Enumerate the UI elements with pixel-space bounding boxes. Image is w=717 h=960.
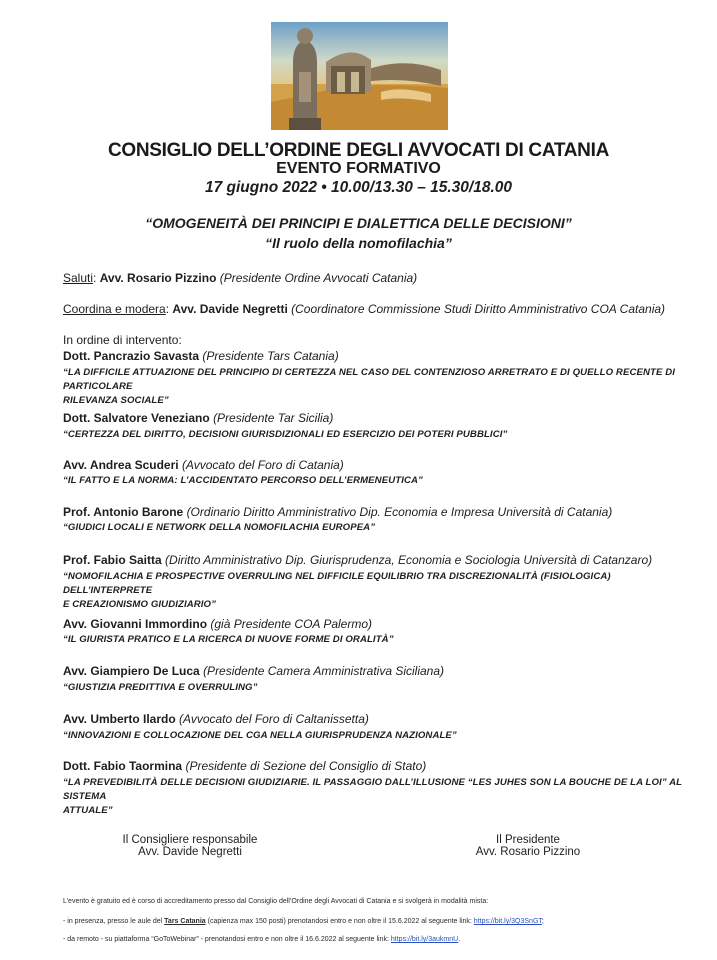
speaker-name-line — [63, 553, 652, 567]
talk-title — [63, 729, 688, 743]
signature-title: Il Presidente — [496, 834, 560, 846]
saluti-line: Saluti: Avv. Rosario Pizzino (Presidente Ordine Avvocati Catania) — [63, 271, 418, 285]
talk-line: “LA DIFFICILE ATTUAZIONE DEL PRINCIPIO DI CERTEZZA NEL CASO DEL CONTENZIOSO ARRETRATO E DI QUELLO RECENTE DI PARTICOLARE — [63, 367, 676, 392]
order-label: In ordine di intervento: — [63, 333, 182, 347]
signature-name: Avv. Davide Negretti — [138, 846, 242, 858]
footer-line: L’evento è gratuito ed è corso di accreditamento presso dal Consiglio dell’Ordine degli Avvocati di Catania e si svolgerà in modalità mista: — [63, 898, 489, 905]
talk-title — [63, 521, 688, 535]
speaker-name-line — [63, 349, 339, 363]
footer-text: . — [458, 936, 461, 943]
talk-line: “INNOVAZIONI E COLLOCAZIONE DEL CGA NELLA GIURISPRUDENZA NAZIONALE” — [63, 730, 457, 741]
talk-title — [63, 681, 688, 695]
speaker-name-line — [63, 664, 444, 678]
saluti-name: Avv. Rosario Pizzino — [99, 271, 217, 285]
footer-text: - in presenza, presso le aule del — [63, 918, 165, 925]
talk-line: ATTUALE” — [63, 805, 113, 816]
speaker-name: Prof. Antonio Barone — [63, 505, 184, 519]
speaker-name: Dott. Salvatore Veneziano — [63, 411, 210, 425]
talk-line: E CREAZIONISMO GIUDIZIARIO” — [63, 599, 217, 610]
footer-line-presenza — [63, 918, 544, 925]
footer-text: (capienza max 150 posti) prenotandosi entro e non oltre il 15.6.2022 al seguente link: — [205, 918, 474, 925]
speaker-role: (Diritto Amministrativo Dip. Giurisprudenza, Economia e Sociologia Università di Catanzaro) — [165, 553, 653, 567]
speaker-role: (Presidente Camera Amministrativa Siciliana) — [203, 664, 445, 678]
speaker-role: (Presidente Tar Sicilia) — [213, 411, 334, 425]
speaker-name-line — [63, 712, 369, 726]
coordina-label: Coordina e modera — [63, 302, 166, 316]
talk-line: RILEVANZA SOCIALE” — [63, 395, 169, 406]
talk-line: “NOMOFILACHIA E PROSPECTIVE OVERRULING NEL DIFFICILE EQUILIBRIO TRA DISCREZIONALITÀ (FISIOLOGICA) DELL’INTERPRETE — [63, 571, 611, 596]
speaker-name-line — [63, 759, 426, 773]
talk-title — [63, 428, 688, 442]
talk-title — [63, 570, 688, 612]
signature-left — [110, 834, 270, 858]
coordina-line: Coordina e modera: Avv. Davide Negretti (Coordinatore Commissione Studi Diritto Amministrativo COA Catania) — [63, 302, 666, 316]
speaker-role: (già Presidente COA Palermo) — [210, 617, 372, 631]
footer-venue: Tars Catania — [164, 918, 206, 925]
speaker-name: Dott. Pancrazio Savasta — [63, 349, 200, 363]
talk-title — [63, 633, 688, 647]
talk-line: “IL FATTO E LA NORMA: L’ACCIDENTATO PERCORSO DELL’ERMENEUTICA” — [63, 475, 423, 486]
speaker-name: Avv. Giovanni Immordino — [63, 617, 208, 631]
signature-right — [448, 834, 608, 858]
footer-text: - da remoto - su piattaforma “GoToWebinar” - prenotandosi entro e non oltre il 16.6.2022 al seguente link: — [63, 936, 391, 943]
speaker-name: Prof. Fabio Saitta — [63, 553, 162, 567]
speaker-role: (Avvocato del Foro di Caltanissetta) — [179, 712, 369, 726]
speaker-name: Dott. Fabio Taormina — [63, 759, 183, 773]
speaker-name: Avv. Andrea Scuderi — [63, 458, 179, 472]
talk-title — [63, 366, 688, 408]
talk-title — [63, 474, 688, 488]
registration-link-remoto[interactable]: https://bit.ly/3aukmnU — [390, 936, 459, 943]
talk-line: “GIUSTIZIA PREDITTIVA E OVERRULING” — [63, 682, 258, 693]
speaker-role: (Presidente Tars Catania) — [202, 349, 339, 363]
talk-line: “CERTEZZA DEL DIRITTO, DECISIONI GIURISDIZIONALI ED ESERCIZIO DEI POTERI PUBBLICI” — [63, 429, 508, 440]
talk-title — [63, 776, 688, 818]
event-subtitle: “Il ruolo della nomofilachia” — [265, 235, 452, 251]
speaker-role: (Ordinario Diritto Amministrativo Dip. Economia e Impresa Università di Catania) — [186, 505, 613, 519]
talk-line: “GIUDICI LOCALI E NETWORK DELLA NOMOFILACHIA EUROPEA” — [63, 522, 376, 533]
speaker-role: (Avvocato del Foro di Catania) — [181, 458, 344, 472]
talk-line: “LA PREVEDIBILITÀ DELLE DECISIONI GIUDIZIARIE. IL PASSAGGIO DALL’ILLUSIONE “LES JUHES SON LA BOUCHE DE LA LOI” AL SISTEMA — [63, 777, 682, 802]
saluti-role: (Presidente Ordine Avvocati Catania) — [219, 271, 418, 285]
speaker-name-line — [63, 458, 344, 472]
saluti-label: Saluti — [63, 271, 94, 285]
logo-illustration — [271, 22, 448, 130]
statue-logo-icon — [271, 22, 448, 130]
council-heading: CONSIGLIO DELL’ORDINE DEGLI AVVOCATI DI CATANIA — [107, 140, 610, 161]
event-type: EVENTO FORMATIVO — [276, 160, 441, 177]
coordina-name: Avv. Davide Negretti — [172, 302, 288, 316]
signature-name: Avv. Rosario Pizzino — [475, 846, 581, 858]
speaker-name-line — [63, 617, 372, 631]
registration-link-presenza[interactable]: https://bit.ly/3Q3SnGT — [473, 918, 542, 925]
footer-text: ; — [541, 918, 544, 925]
talk-line: “IL GIURISTA PRATICO E LA RICERCA DI NUOVE FORME DI ORALITÀ” — [63, 634, 394, 645]
speaker-role: (Presidente di Sezione del Consiglio di Stato) — [185, 759, 427, 773]
speaker-name: Avv. Giampiero De Luca — [63, 664, 200, 678]
speaker-name-line — [63, 505, 612, 519]
footer-line-remoto — [63, 936, 460, 943]
event-title: “OMOGENEITÀ DEI PRINCIPI E DIALETTICA DELLE DECISIONI” — [145, 215, 572, 231]
speaker-name-line — [63, 411, 333, 425]
signature-title: Il Consigliere responsabile — [122, 834, 258, 846]
event-date-time: 17 giugno 2022 • 10.00/13.30 – 15.30/18.00 — [204, 179, 513, 196]
speaker-name: Avv. Umberto Ilardo — [63, 712, 176, 726]
coordina-role: (Coordinatore Commissione Studi Diritto Amministrativo COA Catania) — [291, 302, 666, 316]
